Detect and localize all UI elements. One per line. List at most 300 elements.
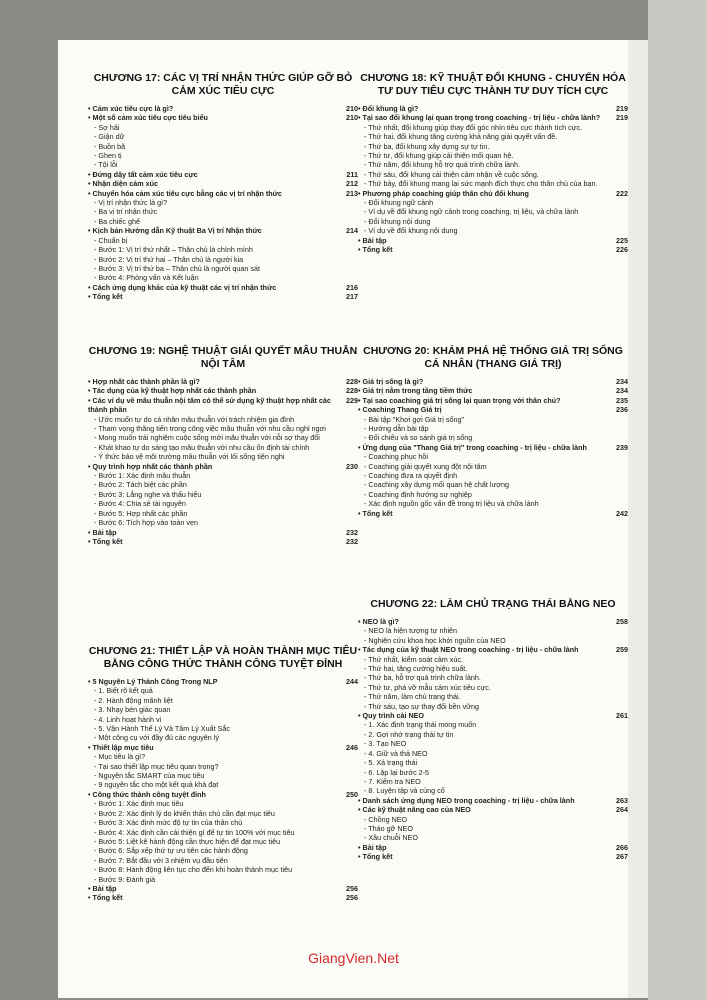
toc-page-number	[336, 780, 358, 789]
toc-page-number	[336, 724, 358, 733]
toc-page-number	[606, 217, 628, 226]
toc-entry-label: - Bước 1: Xác định mâu thuẫn	[94, 471, 191, 481]
toc-entry	[358, 396, 628, 405]
toc-entry-label: - Coaching xây dựng mối quan hệ chất lượng	[364, 480, 509, 490]
toc-entry-label: - Mục tiêu là gì?	[94, 752, 146, 762]
toc-page-number: 246	[346, 742, 358, 752]
toc-entry-label: • 5 Nguyên Lý Thành Công Trong NLP	[88, 677, 218, 686]
toc-page-number: 244	[346, 677, 358, 686]
toc-entry-label: - 5. Vận Hành Thể Lý Và Tâm Lý Xuất Sắc	[94, 724, 230, 734]
toc-entry-label: • Tổng kết	[358, 245, 393, 255]
toc-subentry	[358, 655, 628, 664]
toc-page-number	[336, 818, 358, 827]
toc-entry-label: - Bước 8: Hành động liên tục cho đến khi hoàn thành mục tiêu	[94, 865, 293, 875]
toc-subentry	[358, 142, 628, 151]
toc-subentry	[358, 424, 628, 433]
toc-page-number: 263	[616, 795, 628, 805]
toc-page-number	[336, 828, 358, 837]
toc-page-number	[336, 207, 358, 216]
toc-entry-label: • Đứng dậy tất cảm xúc tiêu cực	[88, 169, 198, 179]
toc-entry-label: - Tham vọng thăng tiến trong công việc mâu thuẫn với nhu cầu nghỉ ngơi	[94, 424, 326, 434]
toc-entry	[88, 884, 358, 893]
toc-entry-label: - Buồn bã	[94, 141, 126, 151]
toc-page-number	[606, 480, 628, 489]
toc-entry-label: - Vị trí nhận thức là gì?	[94, 198, 168, 208]
toc-subentry	[358, 626, 628, 635]
toc-page-number	[336, 518, 358, 527]
toc-entry-label: - Ước muốn tự do cá nhân mâu thuẫn với trách nhiệm gia đình	[94, 414, 295, 424]
toc-entry-label: - 3. Tạo NEO	[364, 739, 407, 749]
toc-page-number: 235	[616, 395, 628, 405]
toc-page-number: 214	[346, 226, 358, 236]
toc-subentry	[358, 151, 628, 160]
toc-entry-list	[88, 377, 358, 546]
toc-subentry	[358, 471, 628, 480]
toc-page-number	[606, 833, 628, 842]
toc-page-number	[606, 123, 628, 132]
toc-page-number	[606, 499, 628, 508]
toc-subentry	[358, 480, 628, 489]
toc-entry-list	[358, 377, 628, 518]
toc-subentry	[88, 846, 358, 855]
toc-page-number	[606, 664, 628, 673]
toc-page-number: 210	[346, 113, 358, 123]
chapter-title: CHƯƠNG 19: NGHỆ THUẬT GIẢI QUYẾT MÂU THUẪN NỘI TÂM	[88, 345, 358, 370]
toc-page-number	[606, 151, 628, 160]
toc-entry-label: • Ứng dụng của "Thang Giá trị" trong coaching - trị liệu - chữa lành	[358, 442, 587, 452]
toc-entry-label: • Tổng kết	[358, 508, 393, 518]
toc-page-number	[336, 198, 358, 207]
toc-page-number: 250	[346, 789, 358, 799]
toc-entry-label: - Bước 1: Xác định mục tiêu	[94, 799, 184, 809]
toc-page-number	[606, 179, 628, 188]
chapter-title: CHƯƠNG 17: CÁC VỊ TRÍ NHẬN THỨC GIÚP GỠ BỎ CẢM XÚC TIÊU CỰC	[93, 72, 353, 97]
toc-entry-label: - Ví dụ về đổi khung ngữ cảnh trong coaching, trị liệu, và chữa lành	[364, 207, 579, 217]
toc-entry-label: - Một công cụ với đầy đủ các nguyên lý	[94, 733, 219, 743]
toc-entry-label: - 3. Nhạy bén giác quan	[94, 705, 171, 715]
toc-subentry	[358, 692, 628, 701]
toc-subentry	[88, 509, 358, 518]
toc-subentry	[88, 837, 358, 846]
toc-entry	[88, 170, 358, 179]
toc-page-number	[336, 771, 358, 780]
toc-entry	[358, 843, 628, 852]
toc-subentry	[358, 824, 628, 833]
toc-entry-label: - Xác định nguồn gốc vấn đề trong trị liệu và chữa lành	[364, 499, 539, 509]
toc-page-number: 230	[346, 461, 358, 471]
toc-entry-label: - Thứ hai, tăng cường hiệu suất.	[364, 664, 468, 674]
toc-entry-label: • Tác dụng của kỹ thuật NEO trong coaching - trị liệu - chữa lành	[358, 645, 579, 655]
toc-entry-label: - Bước 4: Phỏng vấn và Kết luận	[94, 273, 199, 283]
toc-subentry	[88, 752, 358, 761]
toc-page-number: 222	[616, 188, 628, 198]
toc-subentry	[358, 786, 628, 795]
toc-entry	[358, 796, 628, 805]
toc-subentry	[88, 809, 358, 818]
toc-entry-label: - Thứ ba, đổi khung xây dựng sự tự tin.	[364, 141, 490, 151]
chapter-title: CHƯƠNG 21: THIẾT LẬP VÀ HOÀN THÀNH MỤC TIÊU BẰNG CÔNG THỨC THÀNH CÔNG TUYỆT ĐỈNH	[88, 645, 358, 670]
toc-page-number	[606, 815, 628, 824]
toc-entry-list	[88, 104, 358, 302]
toc-entry-label: - 4. Linh hoạt hành vi	[94, 714, 162, 724]
toc-page-number: 259	[616, 645, 628, 655]
toc-entry	[358, 245, 628, 254]
toc-entry-label: - Chồng NEO	[364, 814, 408, 824]
toc-page-number: 225	[616, 235, 628, 245]
toc-subentry	[88, 480, 358, 489]
toc-entry-label: - Chuẩn bị	[94, 235, 128, 245]
toc-page-number	[336, 123, 358, 132]
toc-page-number	[336, 856, 358, 865]
toc-subentry	[358, 833, 628, 842]
toc-entry-label: • Quy trình hợp nhất các thành phần	[88, 461, 213, 471]
toc-entry-label: • Phương pháp coaching giúp thân chủ đổi khung	[358, 188, 529, 198]
toc-page-number	[606, 462, 628, 471]
toc-subentry	[358, 683, 628, 692]
toc-entry-label: - 4. Giữ và thả NEO	[364, 748, 428, 758]
toc-entry	[88, 396, 358, 415]
toc-subentry	[358, 768, 628, 777]
toc-page-number: 213	[346, 188, 358, 198]
toc-page-number	[606, 768, 628, 777]
toc-page-number	[336, 443, 358, 452]
toc-subentry	[88, 780, 358, 789]
chapter-section	[358, 72, 628, 255]
toc-entry	[88, 377, 358, 386]
toc-entry	[358, 711, 628, 720]
toc-entry	[358, 377, 628, 386]
toc-entry-label: • Giá trị nằm trong tầng tiềm thức	[358, 386, 473, 396]
toc-subentry	[358, 739, 628, 748]
toc-entry	[358, 113, 628, 122]
toc-entry-label: - Tại sao thiết lập mục tiêu quan trọng?	[94, 761, 219, 771]
toc-page-number: 217	[346, 292, 358, 302]
toc-entry-label: • Bài tập	[88, 527, 117, 537]
chapter-section	[88, 72, 358, 302]
toc-page-number	[606, 702, 628, 711]
toc-page-number: 216	[346, 282, 358, 292]
toc-page-number	[606, 415, 628, 424]
toc-page-number	[606, 683, 628, 692]
toc-subentry	[88, 433, 358, 442]
toc-page-number	[336, 132, 358, 141]
toc-subentry	[88, 123, 358, 132]
toc-entry-label: - Thứ nhất, kiểm soát cảm xúc.	[364, 654, 463, 664]
toc-page-number: 234	[616, 386, 628, 396]
toc-entry-label: - Thứ sáu, đổi khung cải thiện cảm nhận về cuộc sống.	[364, 169, 539, 179]
toc-entry-label: - Thứ tư, đổi khung giúp cải thiện mối quan hệ.	[364, 151, 514, 161]
toc-subentry	[88, 236, 358, 245]
toc-subentry	[358, 815, 628, 824]
watermark: GiangVien.Net	[308, 950, 399, 966]
toc-entry-label: • Các ví dụ về mâu thuẫn nội tâm có thể sử dụng kỹ thuật hợp nhất các thành phần	[88, 395, 331, 415]
toc-entry-label: - Xâu chuỗi NEO	[364, 833, 418, 843]
toc-page-number	[336, 424, 358, 433]
toc-page-number: 211	[346, 169, 358, 179]
toc-subentry	[88, 132, 358, 141]
toc-entry-label: • Cảm xúc tiêu cực là gì?	[88, 104, 174, 113]
toc-entry-label: - 1. Xác định trạng thái mong muốn	[364, 720, 477, 730]
toc-entry-label: - Bước 3: Vị trí thứ ba – Thân chủ là người quan sát	[94, 263, 260, 273]
toc-page-number	[606, 170, 628, 179]
toc-subentry	[88, 705, 358, 714]
toc-entry-label: - Thứ sáu, tạo sự thay đổi bền vững	[364, 701, 479, 711]
toc-page-number	[606, 160, 628, 169]
toc-subentry	[358, 490, 628, 499]
toc-page-number	[606, 424, 628, 433]
toc-entry-label: - Bước 5: Liệt kê hành động cần thực hiện để đạt mục tiêu	[94, 836, 281, 846]
toc-entry-label: - 2. Hành động mãnh liệt	[94, 695, 173, 705]
toc-entry	[88, 537, 358, 546]
toc-page-number	[336, 490, 358, 499]
toc-subentry	[358, 217, 628, 226]
toc-entry	[88, 462, 358, 471]
toc-page-number: 228	[346, 377, 358, 386]
toc-subentry	[88, 696, 358, 705]
toc-entry	[88, 292, 358, 301]
toc-subentry	[88, 490, 358, 499]
toc-page-number	[336, 273, 358, 282]
toc-subentry	[88, 424, 358, 433]
toc-entry	[358, 104, 628, 113]
page-gutter	[628, 40, 648, 998]
toc-subentry	[88, 264, 358, 273]
toc-subentry	[358, 452, 628, 461]
toc-page-number	[606, 777, 628, 786]
toc-subentry	[358, 702, 628, 711]
toc-page-number: 232	[346, 527, 358, 537]
toc-subentry	[88, 518, 358, 527]
toc-page-number	[336, 809, 358, 818]
toc-entry-label: - Thứ năm, đổi khung hỗ trợ quá trình chữa lành.	[364, 160, 521, 170]
toc-page-number: 258	[616, 617, 628, 626]
toc-page-number	[336, 715, 358, 724]
toc-subentry	[88, 452, 358, 461]
toc-subentry	[358, 673, 628, 682]
toc-entry-label: - Bước 6: Sắp xếp thứ tự ưu tiên các hành động	[94, 846, 248, 856]
toc-page-number: 226	[616, 245, 628, 255]
toc-subentry	[88, 865, 358, 874]
toc-entry	[88, 528, 358, 537]
toc-entry-label: - Khát khao tự do sáng tạo mâu thuẫn với nhu cầu ổn định tài chính	[94, 442, 310, 452]
toc-subentry	[358, 499, 628, 508]
toc-page-number	[336, 160, 358, 169]
toc-subentry	[88, 273, 358, 282]
toc-subentry	[358, 123, 628, 132]
toc-entry-label: - Bước 5: Hợp nhất các phần	[94, 508, 188, 518]
toc-entry-label: • Hợp nhất các thành phần là gì?	[88, 377, 200, 386]
toc-page-number	[606, 655, 628, 664]
toc-subentry	[88, 471, 358, 480]
toc-page-number: 232	[346, 536, 358, 546]
toc-entry-label: • Tổng kết	[88, 893, 123, 903]
toc-entry-label: - Bước 3: Xác định mức độ tự tin của thân chủ	[94, 818, 243, 828]
toc-page-number	[336, 846, 358, 855]
toc-page-number	[336, 217, 358, 226]
toc-page-number: 256	[346, 883, 358, 893]
toc-entry-label: - 2. Gợi nhớ trạng thái tự tin	[364, 729, 454, 739]
toc-subentry	[358, 160, 628, 169]
toc-entry-label: • Bài tập	[358, 235, 387, 245]
toc-page-number	[606, 786, 628, 795]
toc-entry-label: - Coaching định hướng sự nghiệp	[364, 489, 472, 499]
toc-entry-label: - Coaching đưa ra quyết định	[364, 471, 458, 481]
toc-entry	[88, 226, 358, 235]
toc-page-number	[336, 236, 358, 245]
toc-page-number	[336, 433, 358, 442]
chapter-section	[88, 645, 358, 903]
toc-subentry	[88, 198, 358, 207]
toc-page-number: 267	[616, 852, 628, 862]
toc-subentry	[88, 499, 358, 508]
toc-entry-label: - Mong muốn trải nghiệm cuộc sống mới mâu thuẫn với nỗi sợ thay đổi	[94, 433, 320, 443]
toc-subentry	[88, 856, 358, 865]
toc-subentry	[88, 142, 358, 151]
toc-entry-label: - Bước 7: Bắt đầu với 3 nhiệm vụ đầu tiên	[94, 855, 228, 865]
toc-subentry	[88, 762, 358, 771]
toc-subentry	[88, 415, 358, 424]
toc-entry-label: - Ý thức bảo vệ môi trường mâu thuẫn với lối sống tiện nghi	[94, 452, 285, 462]
toc-entry	[88, 283, 358, 292]
toc-subentry	[358, 170, 628, 179]
toc-entry-label: - Thứ tư, phá vỡ mẫu cảm xúc tiêu cực.	[364, 682, 491, 692]
toc-entry	[88, 386, 358, 395]
toc-subentry	[358, 749, 628, 758]
toc-entry-label: - Bước 4: Xác định cần cải thiện gì để tự tin 100% với mục tiêu	[94, 827, 295, 837]
chapter-section	[88, 345, 358, 546]
toc-page-number	[606, 824, 628, 833]
toc-entry	[88, 179, 358, 188]
toc-entry-label: - Thứ ba, hỗ trợ quá trình chữa lành.	[364, 673, 481, 683]
toc-entry-label: - Ba chiếc ghế	[94, 216, 140, 226]
toc-page-number	[606, 198, 628, 207]
toc-subentry	[358, 179, 628, 188]
toc-page-number	[336, 686, 358, 695]
toc-entry-label: - Bài tập "Khơi gợi Giá trị sống"	[364, 414, 465, 424]
toc-entry-label: - Đối chiếu và so sánh giá trị sống	[364, 433, 473, 443]
toc-subentry	[88, 686, 358, 695]
toc-entry-label: - Hướng dẫn bài tập	[364, 424, 429, 434]
toc-page-number	[336, 762, 358, 771]
toc-entry-label: - Bước 9: Đánh giá	[94, 874, 156, 884]
toc-entry-label: - Nghiên cứu khoa học khởi nguồn của NEO	[364, 635, 506, 645]
toc-entry-label: - Ví dụ về đổi khung nội dung	[364, 226, 458, 236]
toc-page-number	[606, 207, 628, 216]
toc-entry-list	[88, 677, 358, 903]
toc-page-number	[336, 837, 358, 846]
toc-subentry	[88, 875, 358, 884]
toc-subentry	[358, 758, 628, 767]
toc-entry-label: • Tác dụng của kỹ thuật hợp nhất các thành phần	[88, 386, 257, 396]
toc-entry-label: - Thứ năm, làm chủ trạng thái.	[364, 692, 461, 702]
toc-page-number	[336, 471, 358, 480]
toc-entry-label: • Một số cảm xúc tiêu cực tiêu biểu	[88, 113, 208, 123]
toc-entry-label: • Tại sao đổi khung lại quan trọng trong coaching - trị liệu - chữa lành?	[358, 113, 601, 123]
toc-subentry	[358, 664, 628, 673]
toc-entry	[88, 113, 358, 122]
toc-subentry	[88, 799, 358, 808]
toc-page-number	[336, 733, 358, 742]
chapter-section	[358, 345, 628, 518]
toc-entry-label: • Quy trình cài NEO	[358, 711, 425, 721]
toc-entry-label: - Đổi khung ngữ cảnh	[364, 198, 434, 208]
toc-entry-label: - Sợ hãi	[94, 122, 120, 132]
toc-page-number: 212	[346, 179, 358, 189]
toc-page-number: 236	[616, 405, 628, 415]
toc-entry	[358, 236, 628, 245]
toc-entry	[358, 617, 628, 626]
toc-page-number: 229	[346, 395, 358, 405]
toc-entry	[88, 104, 358, 113]
toc-entry-label: - Thứ nhất, đổi khung giúp thay đổi góc nhìn tiêu cực thành tích cực.	[364, 122, 583, 132]
toc-subentry	[358, 207, 628, 216]
toc-entry-label: • Tổng kết	[88, 292, 123, 302]
toc-entry-label: • Chuyển hóa cảm xúc tiêu cực bằng các vị trí nhận thức	[88, 188, 282, 198]
toc-page-number	[606, 692, 628, 701]
toc-subentry	[88, 771, 358, 780]
toc-entry-label: • Bài tập	[358, 842, 387, 852]
toc-entry-label: - Tội lỗi	[94, 160, 118, 170]
toc-entry	[88, 189, 358, 198]
toc-page-number: 256	[346, 893, 358, 903]
toc-entry-label: • Tổng kết	[358, 852, 393, 862]
toc-subentry	[88, 160, 358, 169]
toc-entry-label: - Ba vị trí nhận thức	[94, 207, 158, 217]
toc-page-number: 242	[616, 508, 628, 518]
toc-subentry	[358, 433, 628, 442]
toc-page-number	[336, 696, 358, 705]
toc-subentry	[358, 462, 628, 471]
page-edge-shadow	[648, 0, 707, 1000]
toc-entry	[88, 743, 358, 752]
toc-entry	[358, 509, 628, 518]
toc-page-number	[336, 799, 358, 808]
toc-subentry	[88, 828, 358, 837]
toc-entry-label: • Bài tập	[88, 883, 117, 893]
toc-page-number: 228	[346, 386, 358, 396]
toc-page-number	[606, 433, 628, 442]
toc-page-number	[336, 509, 358, 518]
toc-subentry	[358, 720, 628, 729]
toc-page-number: 219	[616, 104, 628, 113]
toc-page-number	[606, 730, 628, 739]
toc-entry-label: - Bước 6: Tích hợp vào toàn vẹn	[94, 518, 199, 528]
toc-page-number	[606, 226, 628, 235]
toc-entry	[88, 677, 358, 686]
toc-page-number	[336, 875, 358, 884]
toc-entry-label: - Coaching giải quyết xung đột nội tâm	[364, 461, 487, 471]
toc-entry-label: - Giận dữ	[94, 132, 125, 142]
toc-entry-label: - Coaching phục hồi	[364, 452, 428, 462]
toc-subentry	[88, 245, 358, 254]
toc-subentry	[358, 132, 628, 141]
toc-page-number: 266	[616, 842, 628, 852]
toc-page-number	[606, 758, 628, 767]
toc-entry-label: - Thứ hai, đổi khung tăng cường khả năng giải quyết vấn đề.	[364, 132, 558, 142]
toc-entry	[88, 893, 358, 902]
toc-subentry	[88, 818, 358, 827]
toc-subentry	[88, 715, 358, 724]
toc-page-number: 234	[616, 377, 628, 386]
toc-entry-label: • Công thức thành công tuyệt đỉnh	[88, 789, 206, 799]
toc-page-number	[606, 739, 628, 748]
toc-page-number	[606, 452, 628, 461]
toc-entry-label: - Bước 2: Xác định lý do khiến thân chủ cần đạt mục tiêu	[94, 808, 275, 818]
toc-entry-list	[358, 617, 628, 862]
toc-entry	[358, 852, 628, 861]
toc-subentry	[358, 226, 628, 235]
toc-subentry	[88, 724, 358, 733]
